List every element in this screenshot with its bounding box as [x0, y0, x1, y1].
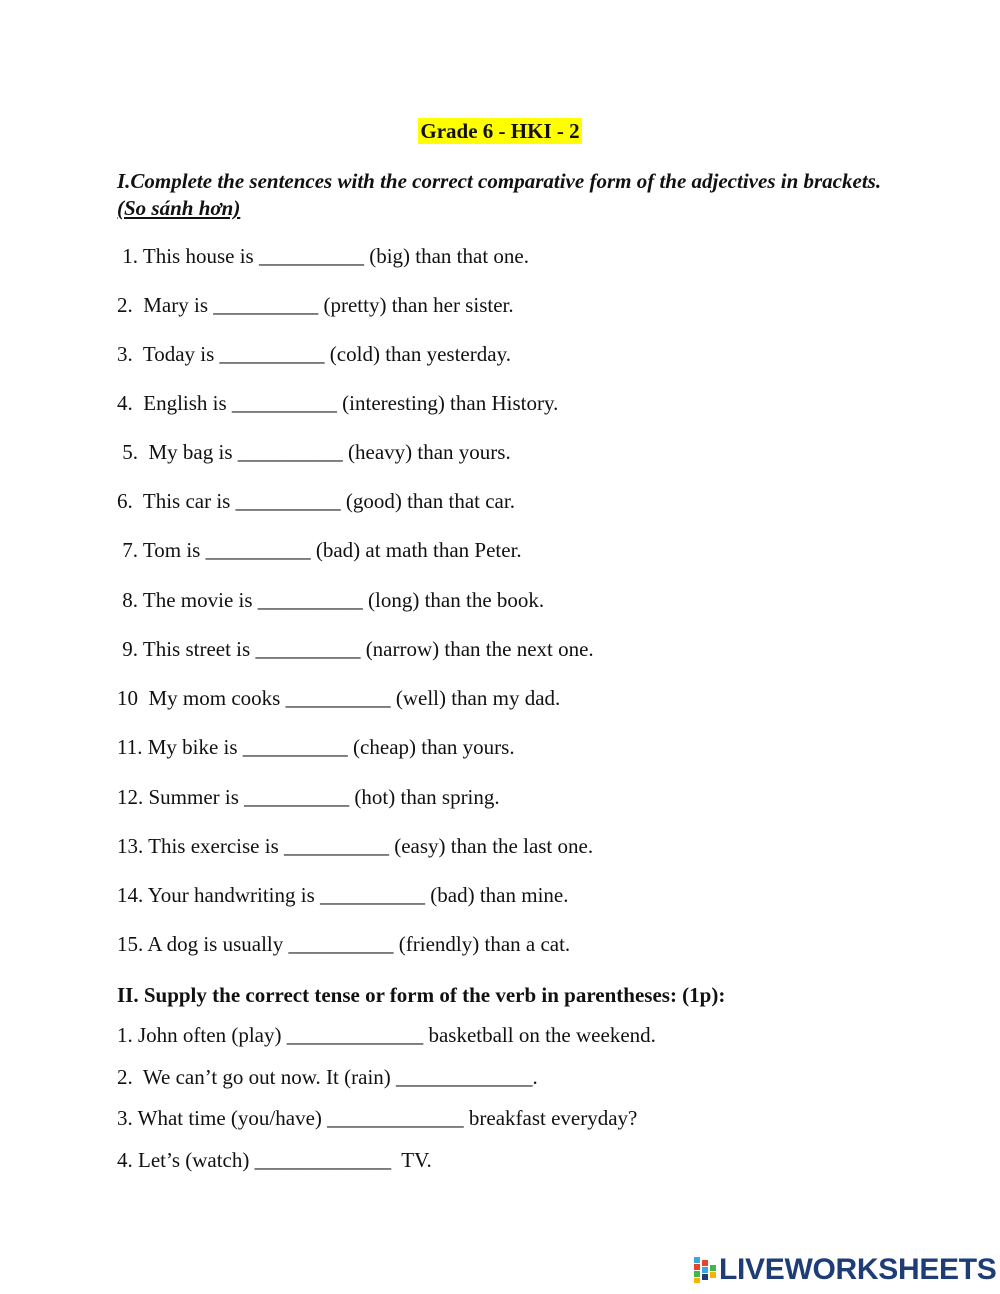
section-2-item-4: 4. Let’s (watch) _____________ TV. [117, 1148, 432, 1172]
liveworksheets-logo-icon [694, 1257, 716, 1283]
section-1-item-8: 8. The movie is __________ (long) than the book. [117, 588, 545, 612]
section-1-instruction-text: I.Complete the sentences with the correct comparative form of the adjectives in brackets. [117, 169, 882, 193]
section-1-item-2: 2. Mary is __________ (pretty) than her sister. [117, 293, 514, 317]
section-1-item-9: 9. This street is __________ (narrow) than the next one. [117, 637, 594, 661]
section-1-instruction [117, 168, 887, 222]
section-1-note: (So sánh hơn) [117, 196, 241, 220]
section-1-item-4: 4. English is __________ (interesting) than History. [117, 391, 559, 415]
section-1-item-14: 14. Your handwriting is __________ (bad) than mine. [117, 883, 569, 907]
section-1-item-5: 5. My bag is __________ (heavy) than yours. [117, 440, 511, 464]
section-2-item-3: 3. What time (you/have) _____________ breakfast everyday? [117, 1106, 638, 1130]
section-1-item-10: 10 My mom cooks __________ (well) than my dad. [117, 686, 561, 710]
section-1-item-11: 11. My bike is __________ (cheap) than yours. [117, 735, 515, 759]
liveworksheets-logo-text: LIVEWORKSHEETS [719, 1253, 997, 1286]
page-title [0, 117, 1000, 145]
section-1-item-7: 7. Tom is __________ (bad) at math than Peter. [117, 538, 522, 562]
section-1-item-1: 1. This house is __________ (big) than that one. [117, 244, 529, 268]
section-1-item-13: 13. This exercise is __________ (easy) than the last one. [117, 834, 594, 858]
section-2-item-1: 1. John often (play) _____________ basketball on the weekend. [117, 1023, 656, 1047]
liveworksheets-logo [694, 1255, 997, 1285]
section-1-item-3: 3. Today is __________ (cold) than yesterday. [117, 342, 511, 366]
section-1-item-15: 15. A dog is usually __________ (friendly) than a cat. [117, 932, 571, 956]
section-1-item-12: 12. Summer is __________ (hot) than spring. [117, 785, 500, 809]
page-title-text: Grade 6 - HKI - 2 [420, 119, 580, 143]
section-2-item-2: 2. We can’t go out now. It (rain) _____________. [117, 1065, 538, 1089]
section-1-item-6: 6. This car is __________ (good) than that car. [117, 489, 515, 513]
section-2-instruction: II. Supply the correct tense or form of the verb in parentheses: (1p): [117, 983, 726, 1007]
